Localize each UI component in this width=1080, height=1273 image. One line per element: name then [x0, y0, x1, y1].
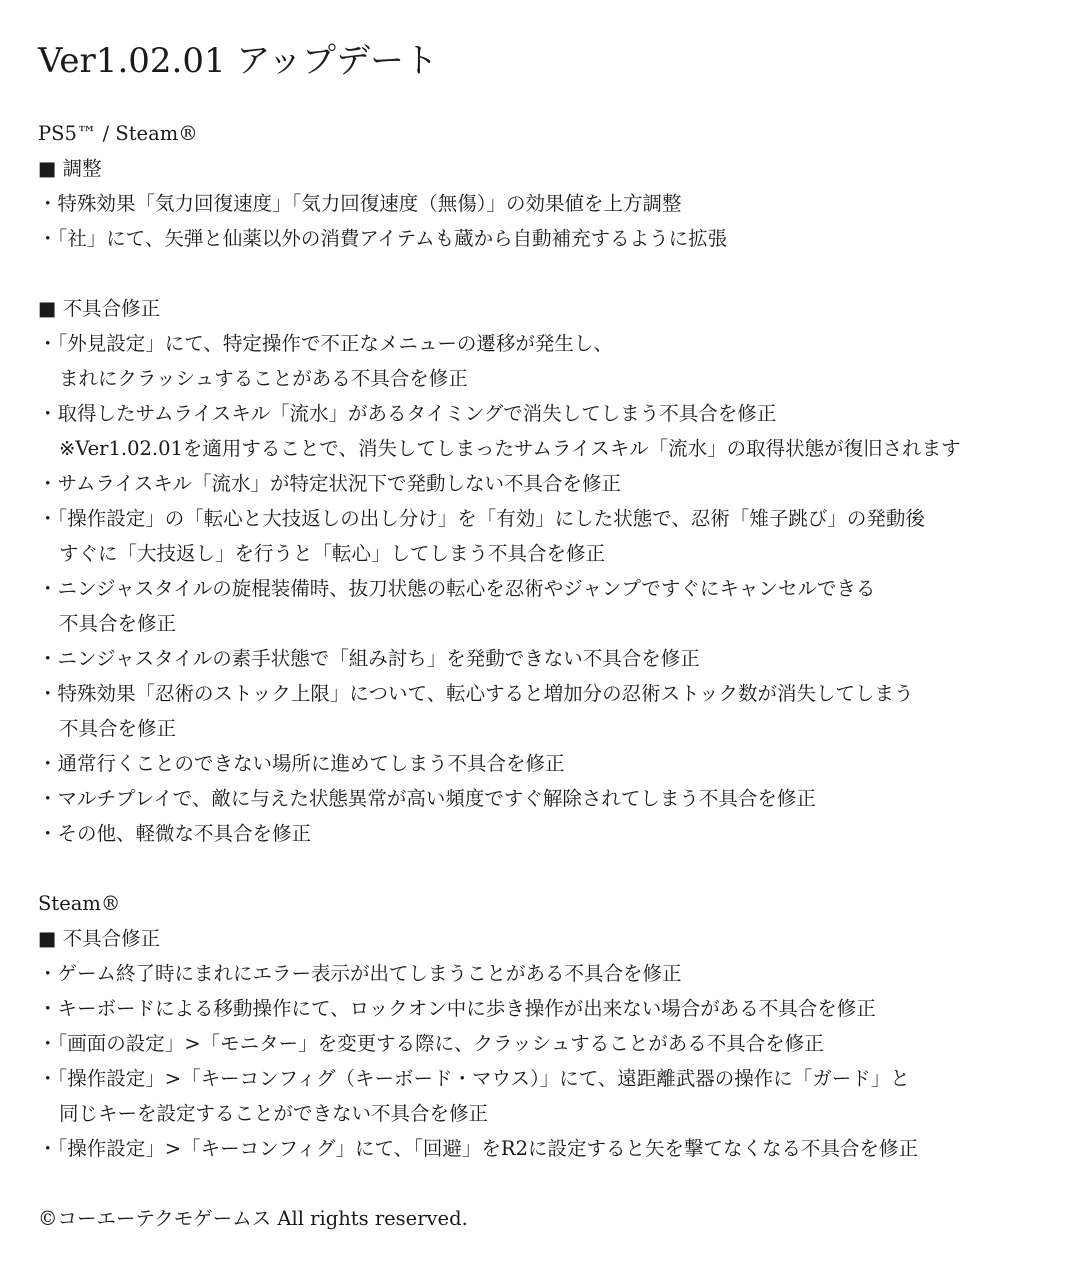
adjust-heading: ■ 調整 — [38, 157, 102, 180]
list-item-note: ※Ver1.02.01を適用することで、消失してしまったサムライスキル「流水」の取得状態が復旧されます — [59, 437, 961, 460]
platform-label: PS5™ / Steam® — [38, 122, 198, 145]
list-item-continuation: 不具合を修正 — [59, 612, 177, 635]
list-item: ・ゲーム終了時にまれにエラー表示が出てしまうことがある不具合を修正 — [38, 962, 682, 985]
list-item: ・マルチプレイで、敵に与えた状態異常が高い頻度ですぐ解除されてしまう不具合を修正 — [38, 787, 816, 810]
fix-heading: ■ 不具合修正 — [38, 297, 161, 320]
list-item: ・通常行くことのできない場所に進めてしまう不具合を修正 — [38, 752, 565, 775]
list-item: ・その他、軽微な不具合を修正 — [38, 822, 312, 845]
list-item-continuation: 不具合を修正 — [59, 717, 177, 740]
list-item: ・「外見設定」にて、特定操作で不正なメニューの遷移が発生し、 — [38, 332, 613, 355]
list-item: ・「操作設定」>「キーコンフィグ（キーボード・マウス）」にて、遠距離武器の操作に「ガード」と — [38, 1067, 910, 1090]
spacer — [38, 851, 1048, 886]
list-item: ・特殊効果「気力回復速度」「気力回復速度（無傷）」の効果値を上方調整 — [38, 192, 682, 215]
list-item: ・「画面の設定」>「モニター」を変更する際に、クラッシュすることがある不具合を修正 — [38, 1032, 824, 1055]
list-item: ・特殊効果「忍術のストック上限」について、転心すると増加分の忍術ストック数が消失してしまう — [38, 682, 914, 705]
list-item: ・「操作設定」の「転心と大技返しの出し分け」を「有効」にした状態で、忍術「雉子跳び」の発動後 — [38, 507, 925, 530]
copyright: ©コーエーテクモゲームス All rights reserved. — [38, 1207, 468, 1230]
list-item: ・キーボードによる移動操作にて、ロックオン中に歩き操作が出来ない場合がある不具合を修正 — [38, 997, 876, 1020]
list-item: ・ニンジャスタイルの旋棍装備時、抜刀状態の転心を忍術やジャンプですぐにキャンセルできる — [38, 577, 876, 600]
platform-label: Steam® — [38, 892, 121, 915]
fix-heading: ■ 不具合修正 — [38, 927, 161, 950]
section-steam — [38, 886, 1048, 1166]
list-item-continuation: まれにクラッシュすることがある不具合を修正 — [59, 367, 468, 390]
list-item: ・サムライスキル「流水」が特定状況下で発動しない不具合を修正 — [38, 472, 622, 495]
spacer — [38, 256, 1048, 291]
list-item-continuation: 同じキーを設定することができない不具合を修正 — [59, 1102, 489, 1125]
list-item: ・取得したサムライスキル「流水」があるタイミングで消失してしまう不具合を修正 — [38, 402, 777, 425]
list-item: ・「操作設定」>「キーコンフィグ」にて、「回避」をR2に設定すると矢を撃てなくなる不具合を修正 — [38, 1137, 918, 1160]
update-notice — [38, 38, 1048, 1236]
list-item: ・ニンジャスタイルの素手状態で「組み討ち」を発動できない不具合を修正 — [38, 647, 700, 670]
section-ps5-steam — [38, 116, 1048, 851]
list-item: ・「社」にて、矢弾と仙薬以外の消費アイテムも蔵から自動補充するように拡張 — [38, 227, 728, 250]
page-title: Ver1.02.01 アップデート — [38, 41, 439, 81]
list-item-continuation: すぐに「大技返し」を行うと「転心」してしまう不具合を修正 — [59, 542, 606, 565]
